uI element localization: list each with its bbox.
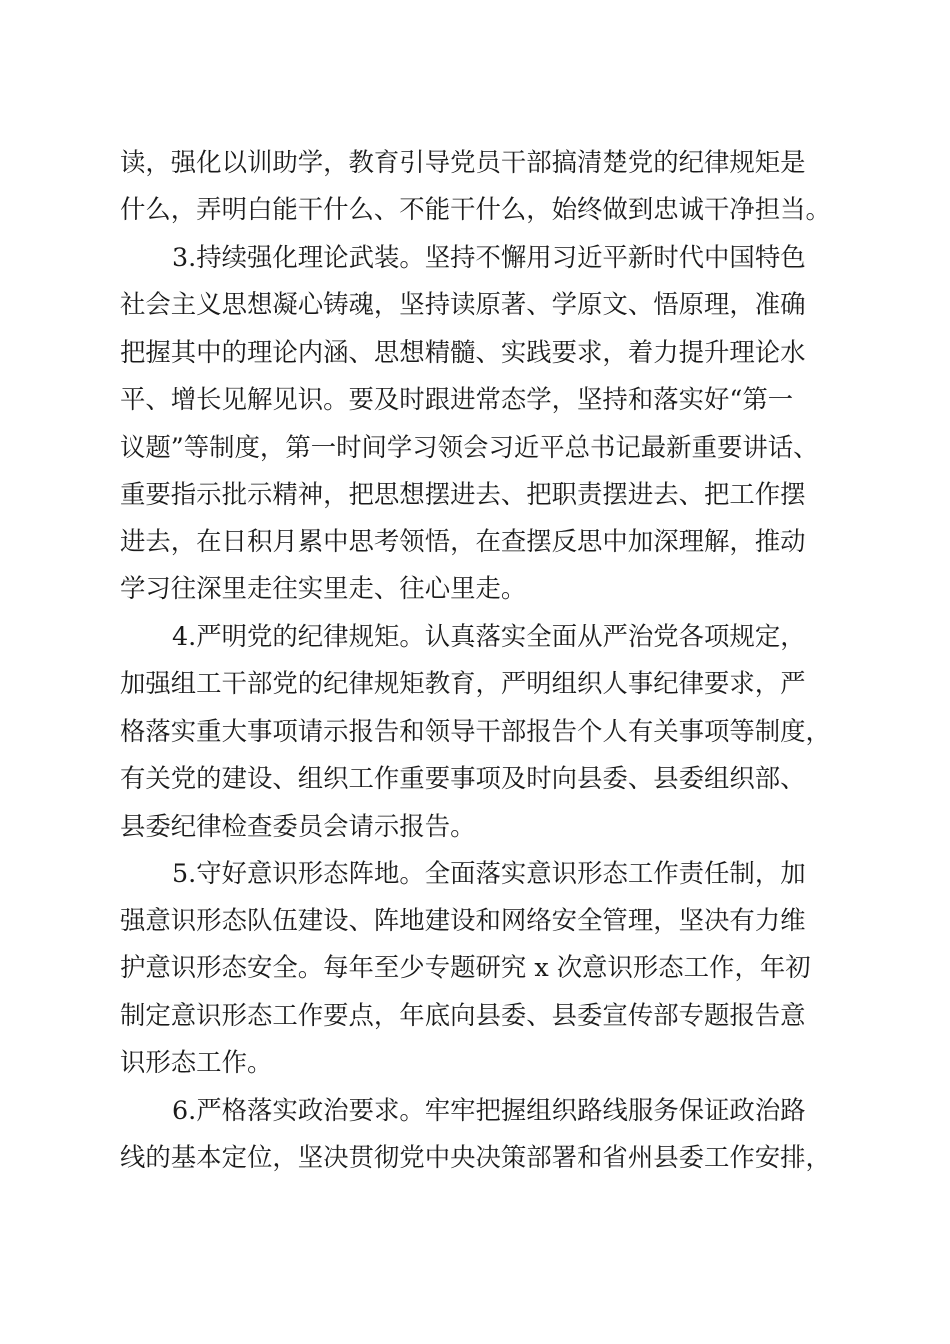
text-line: 护意识形态安全。每年至少专题研究 x 次意识形态工作，年初 [120,952,811,982]
text-line: 制定意识形态工作要点，年底向县委、县委宣传部专题报告意 [120,1000,806,1030]
text-line: 读，强化以训助学，教育引导党员干部搞清楚党的纪律规矩是 [120,147,806,177]
text-line: 有关党的建设、组织工作重要事项及时向县委、县委组织部、 [120,763,806,793]
text-line: 把握其中的理论内涵、思想精髓、实践要求，着力提升理论水 [120,337,806,367]
text-line: 学习往深里走往实里走、往心里走。 [120,573,527,603]
paragraph-3-heading-line: 3.持续强化理论武装。坚持不懈用习近平新时代中国特色 [172,242,806,272]
text-line: 格落实重大事项请示报告和领导干部报告个人有关事项等制度， [120,716,831,746]
text-line: 议题”等制度，第一时间学习领会习近平总书记最新重要讲话、 [120,432,819,462]
text-line: 社会主义思想凝心铸魂，坚持读原著、学原文、悟原理，准确 [120,289,806,319]
paragraph-5-heading-line: 5.守好意识形态阵地。全面落实意识形态工作责任制，加 [172,858,806,888]
text-line: 加强组工干部党的纪律规矩教育，严明组织人事纪律要求，严 [120,668,806,698]
text-line: 重要指示批示精神，把思想摆进去、把职责摆进去、把工作摆 [120,479,806,509]
text-line: 进去，在日积月累中思考领悟，在查摆反思中加深理解，推动 [120,526,806,556]
paragraph-6-heading-line: 6.严格落实政治要求。牢牢把握组织路线服务保证政治路 [172,1095,806,1125]
paragraph-4-heading-line: 4.严明党的纪律规矩。认真落实全面从严治党各项规定， [172,621,806,651]
text-line: 强意识形态队伍建设、阵地建设和网络安全管理，坚决有力维 [120,905,806,935]
text-line: 线的基本定位，坚决贯彻党中央决策部署和省州县委工作安排， [120,1142,831,1172]
text-line: 县委纪律检查委员会请示报告。 [120,811,476,841]
text-line: 识形态工作。 [120,1047,273,1077]
text-line: 平、增长见解见识。要及时跟进常态学，坚持和落实好“第一 [120,384,794,414]
text-line: 什么，弄明白能干什么、不能干什么，始终做到忠诚干净担当。 [120,194,831,224]
